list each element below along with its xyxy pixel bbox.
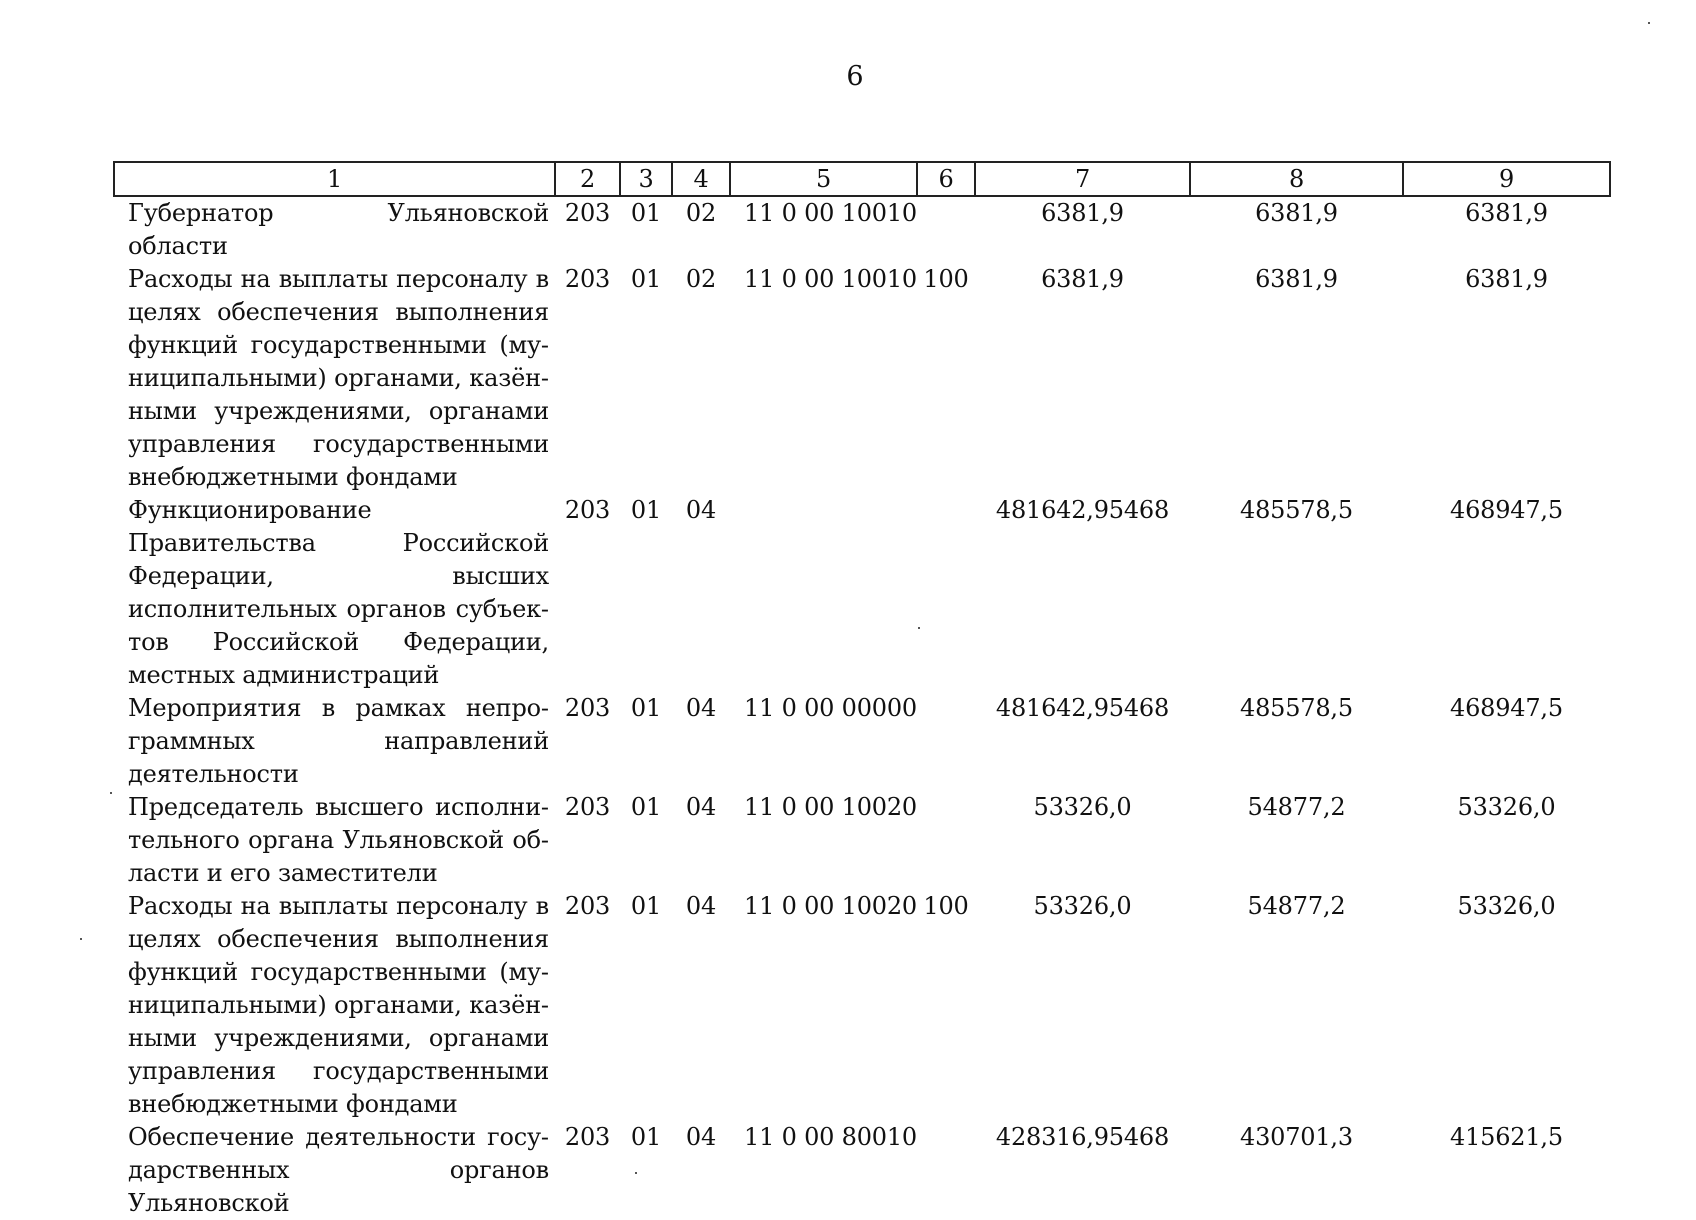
- row-amount-year-2: 6381,9: [1255, 265, 1338, 293]
- row-section: 01: [630, 694, 662, 722]
- row-amount-year-2: 54877,2: [1247, 892, 1346, 920]
- row-subsection: 02: [685, 199, 717, 227]
- page-number: 6: [846, 61, 864, 92]
- row-expense-type: [917, 791, 975, 890]
- row-target-article: 11 0 00 10010: [744, 265, 917, 293]
- header-col-4: 4: [672, 162, 730, 196]
- row-amount-year-3: 415621,5: [1450, 1123, 1563, 1151]
- scan-speck: [635, 1172, 637, 1174]
- row-subsection: 02: [685, 265, 717, 293]
- row-amount-year-1: 6381,9: [1041, 265, 1124, 293]
- row-target-article: 11 0 00 00000: [744, 694, 917, 722]
- row-admin-code: 203: [564, 265, 611, 293]
- row-section: 01: [630, 265, 662, 293]
- header-col-9: 9: [1403, 162, 1610, 196]
- row-name: Губернатор Ульяновской области: [128, 199, 549, 260]
- table-row: [114, 692, 1610, 791]
- table-row: [114, 1121, 1610, 1220]
- scan-speck: [1648, 22, 1650, 24]
- row-amount-year-2: 485578,5: [1240, 496, 1353, 524]
- row-amount-year-3: 53326,0: [1457, 892, 1556, 920]
- row-subsection: 04: [685, 694, 717, 722]
- row-expense-type: [917, 196, 975, 263]
- header-col-5: 5: [730, 162, 917, 196]
- header-col-8: 8: [1190, 162, 1403, 196]
- row-subsection: 04: [685, 793, 717, 821]
- row-admin-code: 203: [564, 496, 611, 524]
- row-admin-code: 203: [564, 793, 611, 821]
- row-target-article: [730, 494, 917, 692]
- row-name: Функционирование Правительства Российской Федерации, высших исполнительных органов субъектов Российской Федерации, местных администраций: [128, 496, 549, 689]
- row-amount-year-3: 53326,0: [1457, 793, 1556, 821]
- row-amount-year-2: 485578,5: [1240, 694, 1353, 722]
- header-col-1: 1: [114, 162, 555, 196]
- row-name: Председатель высшего исполнительного органа Ульяновской области и его заместители: [128, 793, 549, 887]
- row-amount-year-3: 468947,5: [1450, 496, 1563, 524]
- row-section: 01: [630, 793, 662, 821]
- row-name: Обеспечение деятельности государственных органов Ульяновской: [128, 1123, 549, 1217]
- scan-speck: [80, 938, 82, 940]
- row-name: Мероприятия в рамках непрограммных направлений деятельности: [128, 694, 549, 788]
- row-expense-type: 100: [923, 265, 969, 293]
- table-row: [114, 791, 1610, 890]
- row-amount-year-3: 6381,9: [1465, 199, 1548, 227]
- row-admin-code: 203: [564, 1123, 611, 1151]
- row-amount-year-1: 481642,95468: [995, 694, 1170, 722]
- row-admin-code: 203: [564, 199, 611, 227]
- row-amount-year-2: 430701,3: [1240, 1123, 1353, 1151]
- row-amount-year-2: 54877,2: [1247, 793, 1346, 821]
- row-amount-year-1: 53326,0: [1033, 892, 1132, 920]
- row-subsection: 04: [685, 496, 717, 524]
- header-col-2: 2: [555, 162, 620, 196]
- row-target-article: 11 0 00 10020: [744, 892, 917, 920]
- row-target-article: 11 0 00 10010: [744, 199, 917, 227]
- table-row: [114, 890, 1610, 1121]
- row-admin-code: 203: [564, 892, 611, 920]
- row-admin-code: 203: [564, 694, 611, 722]
- table-row: [114, 494, 1610, 692]
- table-row: [114, 196, 1610, 263]
- budget-table: [113, 161, 1611, 1220]
- row-section: 01: [630, 1123, 662, 1151]
- row-expense-type: 100: [923, 892, 969, 920]
- row-amount-year-1: 53326,0: [1033, 793, 1132, 821]
- row-subsection: 04: [685, 892, 717, 920]
- scan-speck: [918, 627, 920, 629]
- header-col-3: 3: [620, 162, 672, 196]
- row-amount-year-1: 6381,9: [1041, 199, 1124, 227]
- row-name: Расходы на выплаты персоналу в целях обеспечения выполнения функций государственными (муниципальными) органами, казёнными учреждениями, органами управления государственными внебюджетными фондами: [128, 892, 549, 1118]
- row-section: 01: [630, 199, 662, 227]
- row-amount-year-3: 468947,5: [1450, 694, 1563, 722]
- row-section: 01: [630, 892, 662, 920]
- header-row: [114, 162, 1610, 196]
- row-section: 01: [630, 496, 662, 524]
- row-subsection: 04: [685, 1123, 717, 1151]
- row-amount-year-2: 6381,9: [1255, 199, 1338, 227]
- row-expense-type: [917, 692, 975, 791]
- header-col-6: 6: [917, 162, 975, 196]
- table-row: [114, 263, 1610, 494]
- row-expense-type: [917, 1121, 975, 1220]
- row-amount-year-1: 428316,95468: [995, 1123, 1170, 1151]
- row-target-article: 11 0 00 10020: [744, 793, 917, 821]
- row-amount-year-1: 481642,95468: [995, 496, 1170, 524]
- header-col-7: 7: [975, 162, 1190, 196]
- row-amount-year-3: 6381,9: [1465, 265, 1548, 293]
- row-expense-type: [917, 494, 975, 692]
- row-target-article: 11 0 00 80010: [744, 1123, 917, 1151]
- scan-speck: [110, 792, 112, 794]
- row-name: Расходы на выплаты персоналу в целях обеспечения выполнения функций государственными (муниципальными) органами, казёнными учреждениями, органами управления государственными внебюджетными фондами: [128, 265, 549, 491]
